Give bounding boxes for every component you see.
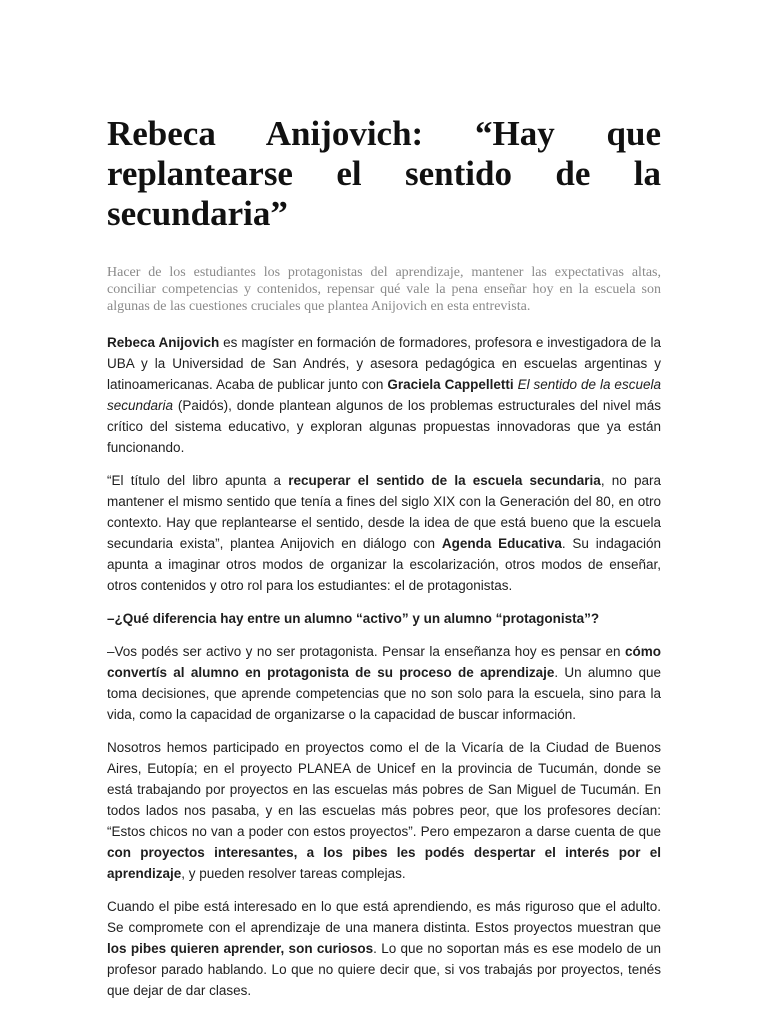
emphasis-text: con proyectos interesantes, a los pibes les podés despertar el interés por el aprendizaje — [107, 845, 661, 881]
emphasis-text: los pibes quieren aprender, son curiosos — [107, 941, 374, 956]
interview-question — [107, 608, 661, 629]
emphasis-text: recuperar el sentido de la escuela secundaria — [288, 473, 601, 488]
publication-name: Agenda Educativa — [441, 536, 562, 551]
book-title: El sentido de la escuela secundaria — [107, 377, 661, 413]
projects-paragraph — [107, 737, 661, 884]
text-span: . Lo que no soportan más es ese modelo de un profesor parado hablando. Lo que no quiere decir que, si vos trabajás por proyectos, tenés que dejar de dar clases. — [107, 941, 661, 998]
text-span: , y pueden resolver tareas complejas. — [181, 866, 406, 881]
question-text: –¿Qué diferencia hay entre un alumno “activo” y un alumno “protagonista”? — [107, 611, 600, 626]
text-span: –Vos podés ser activo y no ser protagonista. Pensar la enseñanza hoy es pensar en — [107, 644, 625, 659]
text-span: (Paidós), donde plantean algunos de los problemas estructurales del nivel más crítico del sistema educativo, y exploran algunas propuestas innovadoras que ya están funcionando. — [107, 398, 661, 455]
paragraph-book — [107, 470, 661, 596]
answer-paragraph — [107, 641, 661, 725]
text-span: es magíster en formación de formadores, profesora e investigadora de la UBA y la Universidad de San Andrés, y asesora pedagógica en escuelas argentinas y latinoamericanas. Acaba de publicar junto con — [107, 335, 662, 392]
coauthor-name: Graciela Cappelletti — [387, 377, 514, 392]
emphasis-text: cómo convertís al alumno en protagonista de su proceso de aprendizaje — [107, 644, 661, 680]
article-lead: Hacer de los estudiantes los protagonistas del aprendizaje, mantener las expectativas altas, conciliar competencias y contenidos, repensar qué vale la pena enseñar hoy en la escuela son algunas de las cuestiones cruciales que plantea Anijovich en esta entrevista. — [107, 265, 661, 314]
curiosity-paragraph — [107, 896, 661, 1001]
text-span: Cuando el pibe está interesado en lo que está aprendiendo, es más riguroso que el adulto. Se compromete con el aprendizaje de una manera distinta. Estos proyectos muestran que — [107, 899, 661, 935]
text-span: , no para mantener el mismo sentido que tenía a fines del siglo XIX con la Generación del 80, en otro contexto. Hay que replantearse el sentido, desde la idea de que está bueno que la escuela secundaria exista”, plantea Anijovich en diálogo con — [107, 473, 661, 551]
article-title: Rebeca Anijovich: “Hay que replantearse el sentido de la secundaria” — [107, 114, 661, 233]
author-name: Rebeca Anijovich — [107, 335, 220, 350]
text-span: Nosotros hemos participado en proyectos como el de la Vicaría de la Ciudad de Buenos Aires, Eutopía; en el proyecto PLANEA de Unicef en la provincia de Tucumán, donde se está trabajando por proyectos en las escuelas más pobres de San Miguel de Tucumán. En todos lados nos pasaba, y en las escuelas más pobres peor, que los profesores decían: “Estos chicos no van a poder con estos proyectos”. Pero empezaron a darse cuenta de que — [107, 740, 661, 839]
text-span: . Su indagación apunta a imaginar otros modos de organizar la escolarización, otros modos de enseñar, otros contenidos y otro rol para los estudiantes: el de protagonistas. — [107, 536, 661, 593]
text-span: “El título del libro apunta a — [107, 473, 289, 488]
paragraph-intro — [107, 332, 661, 458]
text-span: . Un alumno que toma decisiones, que aprende competencias que no son solo para la escuela, sino para la vida, como la capacidad de organizarse o la capacidad de buscar información. — [107, 665, 662, 722]
